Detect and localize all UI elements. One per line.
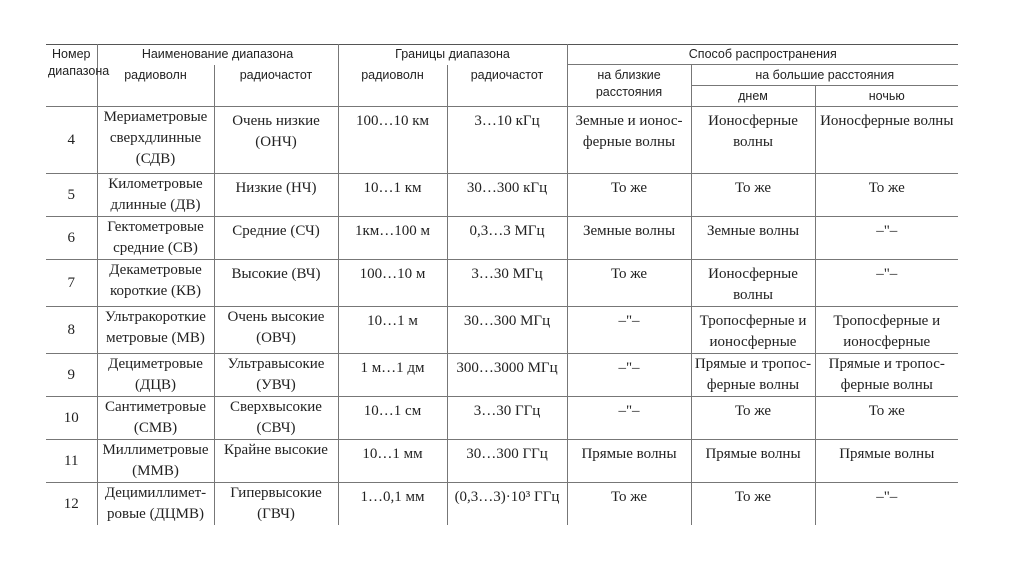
table-row [46, 174, 958, 217]
freq-range: 30…300 ГГц [447, 440, 567, 483]
wave-range: 1…0,1 мм [338, 483, 447, 526]
table-row [46, 107, 958, 174]
table-row [46, 397, 958, 440]
wave-name: Дециметровые (ДЦВ) [97, 354, 214, 397]
freq-range: 0,3…3 МГц [447, 217, 567, 260]
day-propagation: Тропосферные и ионосферные [691, 307, 815, 354]
header-limits-group: Границы диапазона [338, 45, 567, 65]
freq-name: Гипервысокие (ГВЧ) [214, 483, 338, 526]
header-name-freq: радиочастот [214, 65, 338, 107]
day-propagation: Ионосферные волны [691, 107, 815, 174]
wave-name: Гектометровые средние (СВ) [97, 217, 214, 260]
near-propagation: Земные волны [567, 217, 691, 260]
night-propagation: Ионосферные волны [815, 107, 958, 174]
header-limits-waves: радиоволн [338, 65, 447, 107]
freq-range: 30…300 МГц [447, 307, 567, 354]
wave-name: Декаметровые короткие (КВ) [97, 260, 214, 307]
freq-name: Высокие (ВЧ) [214, 260, 338, 307]
wave-range: 100…10 км [338, 107, 447, 174]
day-propagation: Прямые волны [691, 440, 815, 483]
night-propagation: Прямые волны [815, 440, 958, 483]
band-number: 9 [46, 354, 97, 397]
band-number: 12 [46, 483, 97, 526]
freq-name: Средние (СЧ) [214, 217, 338, 260]
freq-name: Крайне высокие [214, 440, 338, 483]
night-propagation: То же [815, 174, 958, 217]
day-propagation: То же [691, 483, 815, 526]
near-propagation: То же [567, 174, 691, 217]
radio-bands-table [46, 44, 958, 525]
near-propagation: То же [567, 483, 691, 526]
band-number: 5 [46, 174, 97, 217]
wave-range: 10…1 см [338, 397, 447, 440]
freq-name: Низкие (НЧ) [214, 174, 338, 217]
table-row [46, 260, 958, 307]
freq-range: (0,3…3)·10³ ГГц [447, 483, 567, 526]
band-number: 6 [46, 217, 97, 260]
night-propagation: –"– [815, 483, 958, 526]
wave-range: 10…1 м [338, 307, 447, 354]
wave-range: 1 м…1 дм [338, 354, 447, 397]
wave-range: 100…10 м [338, 260, 447, 307]
header-name-waves: радиоволн [97, 65, 214, 107]
freq-range: 3…30 ГГц [447, 397, 567, 440]
table-row [46, 307, 958, 354]
table-row [46, 354, 958, 397]
night-propagation: Прямые и тропос-ферные волны [815, 354, 958, 397]
wave-name: Децимиллимет-ровые (ДЦМВ) [97, 483, 214, 526]
near-propagation: –"– [567, 307, 691, 354]
freq-range: 3…30 МГц [447, 260, 567, 307]
header-row-1 [46, 45, 958, 65]
header-propagation-group: Способ распространения [567, 45, 958, 65]
near-propagation: –"– [567, 354, 691, 397]
band-number: 8 [46, 307, 97, 354]
day-propagation: Земные волны [691, 217, 815, 260]
band-number: 11 [46, 440, 97, 483]
day-propagation: Ионосферные волны [691, 260, 815, 307]
wave-name: Сантиметровые (СМВ) [97, 397, 214, 440]
freq-name: Ультравысокие (УВЧ) [214, 354, 338, 397]
wave-range: 10…1 мм [338, 440, 447, 483]
near-propagation: Прямые волны [567, 440, 691, 483]
header-limits-freq: радиочастот [447, 65, 567, 107]
freq-name: Очень низкие (ОНЧ) [214, 107, 338, 174]
header-night: ночью [815, 86, 958, 107]
day-propagation: То же [691, 174, 815, 217]
band-number: 7 [46, 260, 97, 307]
freq-range: 3…10 кГц [447, 107, 567, 174]
night-propagation: –"– [815, 260, 958, 307]
freq-name: Очень высокие (ОВЧ) [214, 307, 338, 354]
band-number: 10 [46, 397, 97, 440]
near-propagation: Земные и ионос-ферные волны [567, 107, 691, 174]
header-far: на большие расстояния [691, 65, 958, 86]
header-name-group: Наименование диапазона [97, 45, 338, 65]
header-near: на близкие расстояния [567, 65, 691, 107]
night-propagation: Тропосферные и ионосферные [815, 307, 958, 354]
wave-name: Километровые длинные (ДВ) [97, 174, 214, 217]
day-propagation: Прямые и тропос-ферные волны [691, 354, 815, 397]
wave-range: 1км…100 м [338, 217, 447, 260]
header-day: днем [691, 86, 815, 107]
band-number: 4 [46, 107, 97, 174]
freq-range: 30…300 кГц [447, 174, 567, 217]
night-propagation: –"– [815, 217, 958, 260]
wave-name: Мериаметровые сверхдлинные (СДВ) [97, 107, 214, 174]
table-row [46, 217, 958, 260]
table-row [46, 440, 958, 483]
header-number: Номер диапазона [46, 45, 97, 107]
header-row-2 [46, 65, 958, 86]
night-propagation: То же [815, 397, 958, 440]
table-row [46, 483, 958, 526]
wave-range: 10…1 км [338, 174, 447, 217]
day-propagation: То же [691, 397, 815, 440]
near-propagation: То же [567, 260, 691, 307]
freq-range: 300…3000 МГц [447, 354, 567, 397]
radio-bands-table-container [46, 44, 958, 525]
wave-name: Миллиметровые (ММВ) [97, 440, 214, 483]
near-propagation: –"– [567, 397, 691, 440]
freq-name: Сверхвысокие (СВЧ) [214, 397, 338, 440]
wave-name: Ультракороткие метровые (МВ) [97, 307, 214, 354]
